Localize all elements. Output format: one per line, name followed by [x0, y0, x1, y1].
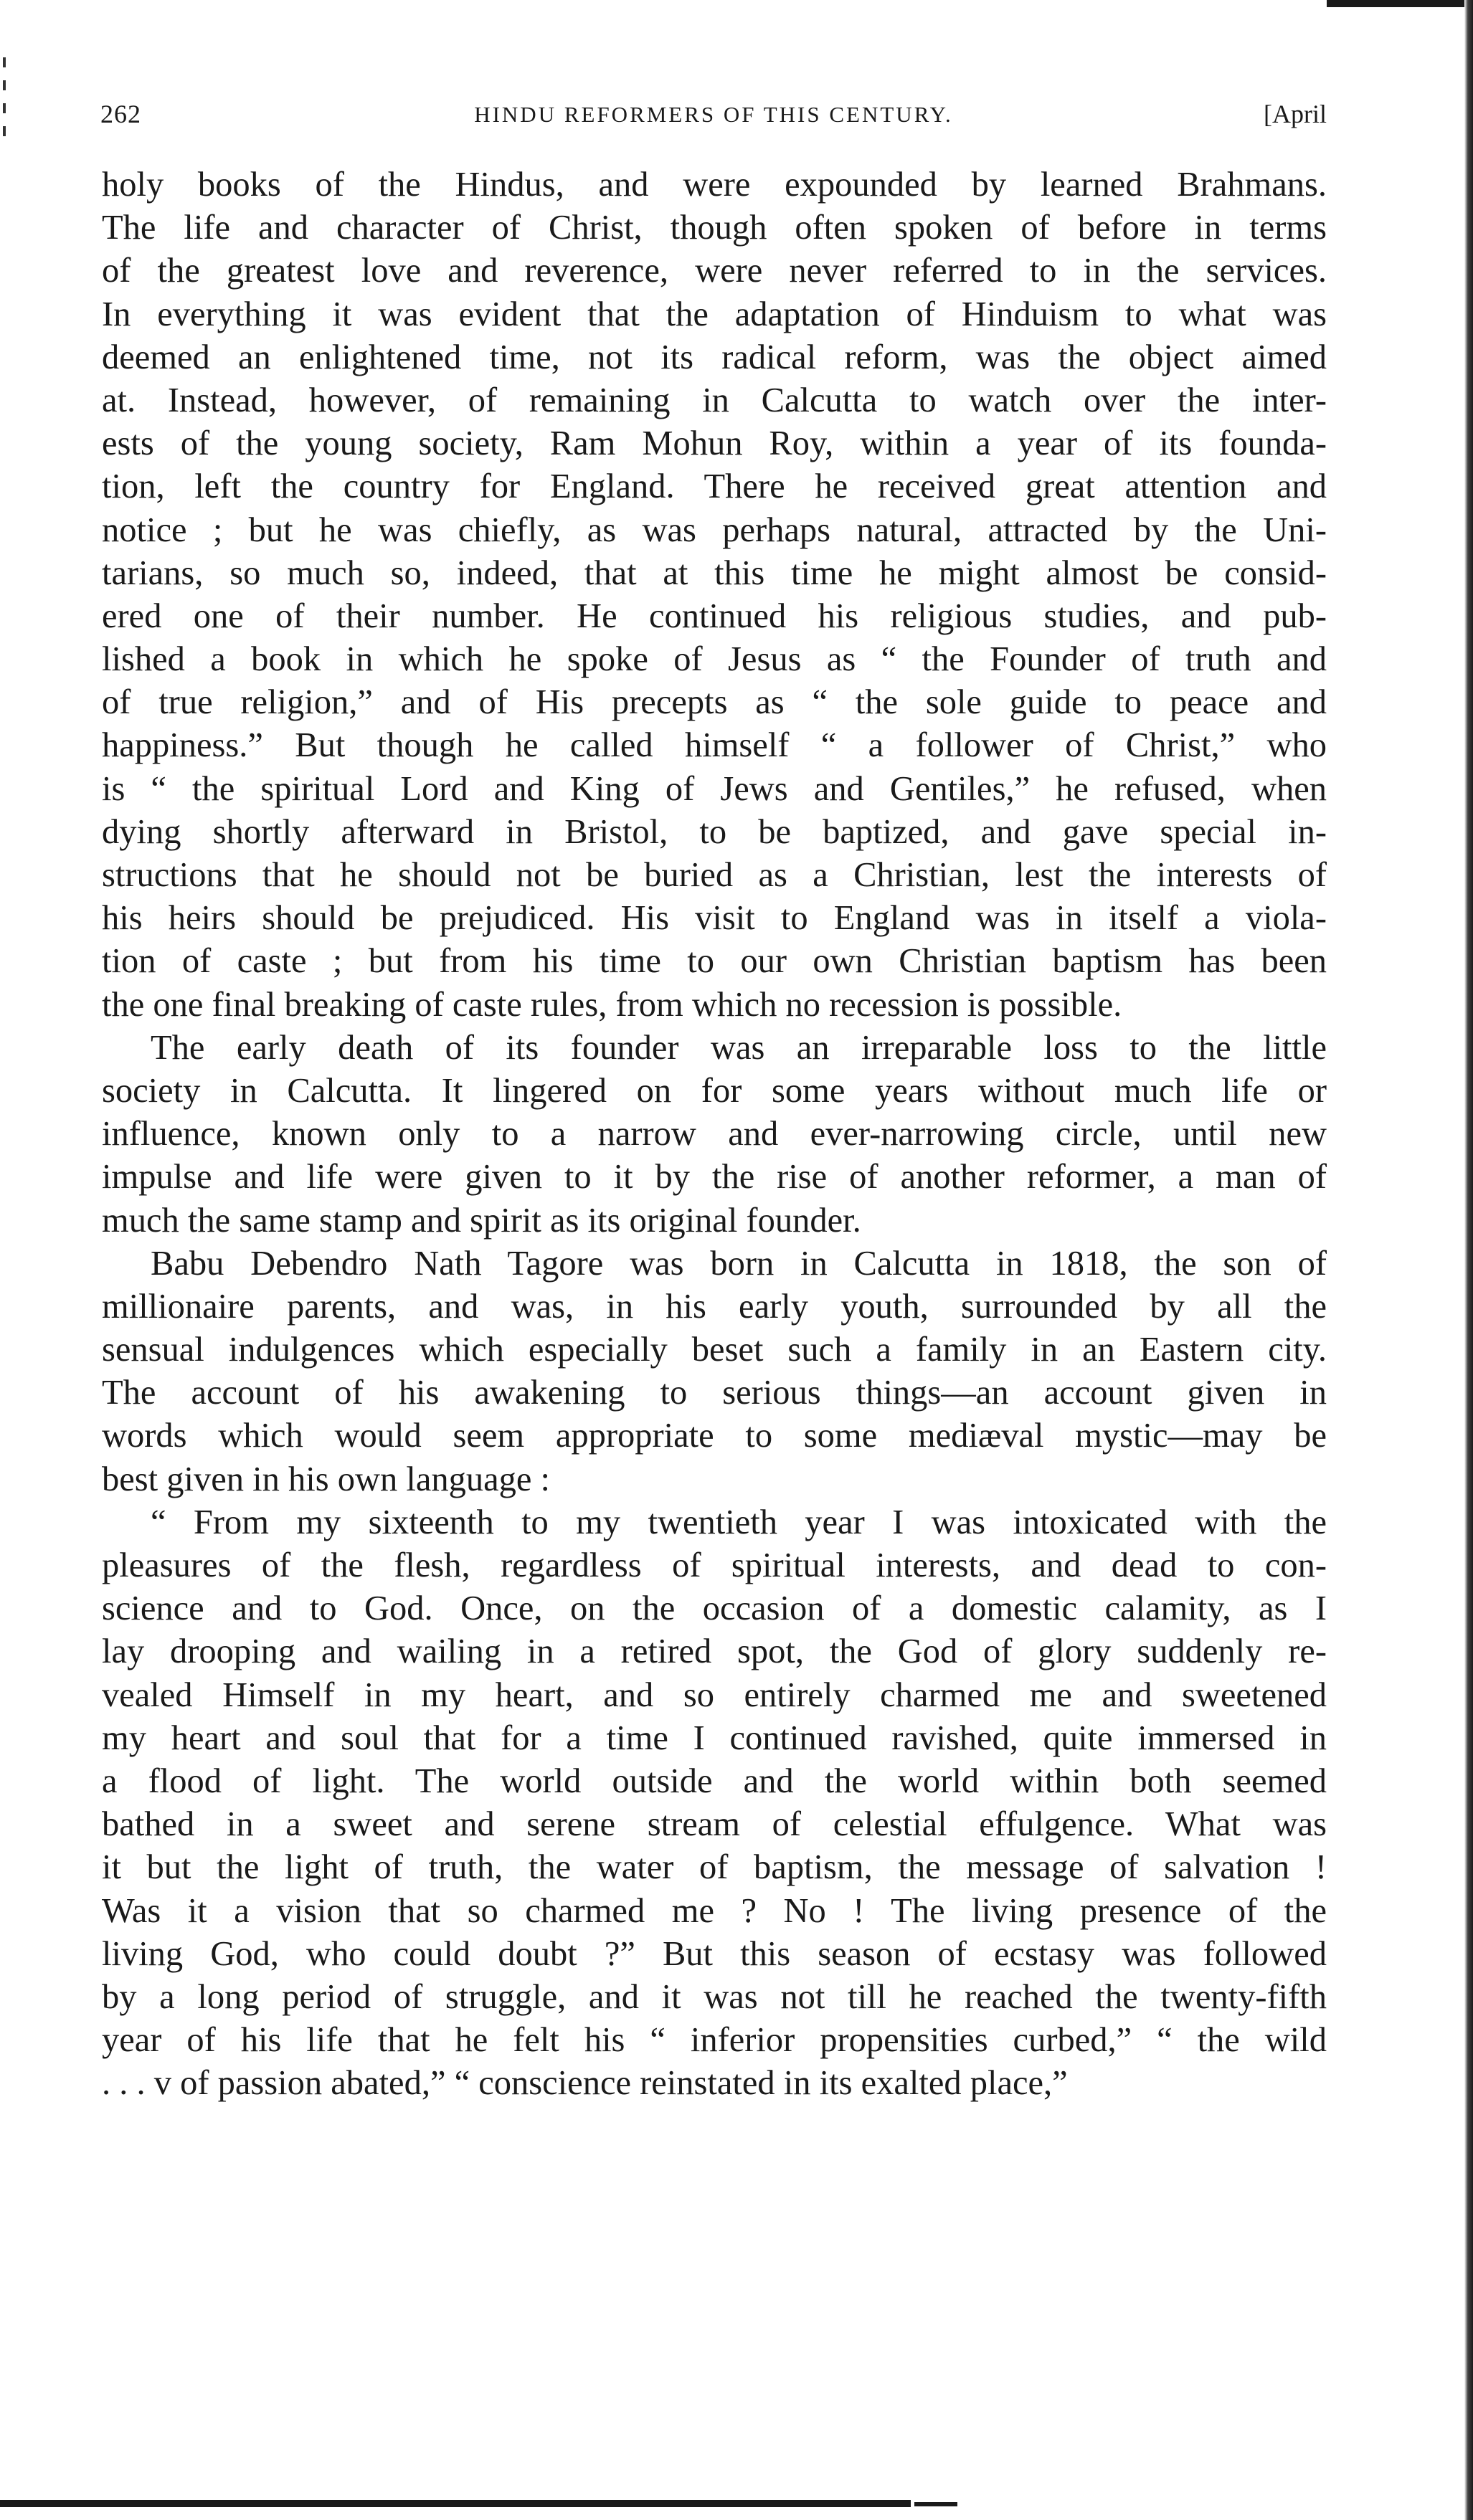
- text-line: happiness.” But though he called himself “ a follower of Christ,” who: [102, 726, 1327, 765]
- paragraph: [102, 1027, 1327, 1242]
- text-line: lay drooping and wailing in a retired spot, the God of glory suddenly re-: [102, 1632, 1327, 1671]
- text-line: tion of caste ; but from his time to our own Christian baptism has been: [102, 942, 1327, 981]
- text-line: “ From my sixteenth to my twentieth year I was intoxicated with the: [151, 1503, 1327, 1541]
- text-line: a flood of light. The world outside and the world within both seemed: [102, 1761, 1327, 1800]
- text-line: the one final breaking of caste rules, from which no recession is possible.: [102, 985, 1122, 1024]
- text-line: dying shortly afterward in Bristol, to be baptized, and gave special in-: [102, 812, 1327, 851]
- text-line: In everything it was evident that the adaptation of Hinduism to what was: [102, 295, 1327, 333]
- text-line: impulse and life were given to it by the rise of another reformer, a man of: [102, 1158, 1327, 1197]
- text-line: structions that he should not be buried as a Christian, lest the interests of: [102, 856, 1327, 894]
- page-edge-shadow: [1464, 0, 1473, 2520]
- text-line: tion, left the country for England. There he received great attention and: [102, 467, 1327, 506]
- text-line: society in Calcutta. It lingered on for some years without much life or: [102, 1071, 1327, 1110]
- text-line: my heart and soul that for a time I continued ravished, quite immersed in: [102, 1718, 1327, 1757]
- text-line: tarians, so much so, indeed, that at this time he might almost be consid-: [102, 553, 1327, 592]
- bottom-edge-mark: [914, 2502, 957, 2506]
- paragraph: [102, 1501, 1327, 2106]
- text-line: deemed an enlightened time, not its radical reform, was the object aimed: [102, 338, 1327, 376]
- text-line: year of his life that he felt his “ inferior propensities curbed,” “ the wild: [102, 2021, 1327, 2060]
- running-title: HINDU REFORMERS OF THIS CENTURY.: [474, 102, 953, 127]
- text-line: influence, known only to a narrow and ever-narrowing circle, until new: [102, 1115, 1327, 1154]
- text-line: best given in his own language :: [102, 1460, 551, 1498]
- text-line: words which would seem appropriate to some mediæval mystic—may be: [102, 1417, 1327, 1455]
- text-line: much the same stamp and spirit as its original founder.: [102, 1201, 861, 1240]
- text-line: his heirs should be prejudiced. His visit to England was in itself a viola-: [102, 899, 1327, 938]
- text-line: of true religion,” and of His precepts as “ the sole guide to peace and: [102, 683, 1327, 722]
- text-line: vealed Himself in my heart, and so entirely charmed me and sweetened: [102, 1675, 1327, 1714]
- text-line: holy books of the Hindus, and were expounded by learned Brahmans.: [102, 166, 1327, 204]
- text-line: Babu Debendro Nath Tagore was born in Calcutta in 1818, the son of: [151, 1244, 1327, 1283]
- text-line: The life and character of Christ, though often spoken of before in terms: [102, 209, 1327, 247]
- text-line: living God, who could doubt ?” But this season of ecstasy was followed: [102, 1934, 1327, 1973]
- text-line: of the greatest love and reverence, were never referred to in the services.: [102, 252, 1327, 290]
- text-line: at. Instead, however, of remaining in Calcutta to watch over the inter-: [102, 381, 1327, 419]
- text-line: notice ; but he was chiefly, as was perhaps natural, attracted by the Uni-: [102, 510, 1327, 549]
- body-text: [102, 163, 1327, 2105]
- text-line: Was it a vision that so charmed me ? No ! The living presence of the: [102, 1891, 1327, 1930]
- text-line: millionaire parents, and was, in his early youth, surrounded by all the: [102, 1287, 1327, 1326]
- text-line: pleasures of the flesh, regardless of spiritual interests, and dead to con-: [102, 1546, 1327, 1584]
- text-line: lished a book in which he spoke of Jesus as “ the Founder of truth and: [102, 640, 1327, 679]
- text-line: ered one of their number. He continued his religious studies, and pub-: [102, 596, 1327, 635]
- text-line: . . . v of passion abated,” “ conscience reinstated in its exalted place,”: [102, 2064, 1068, 2103]
- text-line: science and to God. Once, on the occasion of a domestic calamity, as I: [102, 1589, 1327, 1628]
- paragraph: [102, 163, 1327, 1027]
- header-month: [April: [1264, 100, 1327, 128]
- text-line: is “ the spiritual Lord and King of Jews and Gentiles,” he refused, when: [102, 769, 1327, 808]
- text-line: bathed in a sweet and serene stream of celestial effulgence. What was: [102, 1805, 1327, 1844]
- page-number: 262: [100, 100, 141, 128]
- bottom-edge-rule: [0, 2500, 911, 2507]
- page-header: [100, 99, 1327, 142]
- text-line: it but the light of truth, the water of baptism, the message of salvation !: [102, 1848, 1327, 1887]
- text-line: sensual indulgences which especially beset such a family in an Eastern city.: [102, 1331, 1327, 1369]
- paragraph: [102, 1242, 1327, 1501]
- text-line: ests of the young society, Ram Mohun Roy, within a year of its founda-: [102, 424, 1327, 463]
- top-edge-rule: [1327, 0, 1473, 7]
- text-line: The account of his awakening to serious things—an account given in: [102, 1374, 1327, 1412]
- text-line: by a long period of struggle, and it was not till he reached the twenty-fifth: [102, 1977, 1327, 2016]
- text-line: The early death of its founder was an irreparable loss to the little: [151, 1028, 1327, 1067]
- margin-marks: [3, 57, 7, 158]
